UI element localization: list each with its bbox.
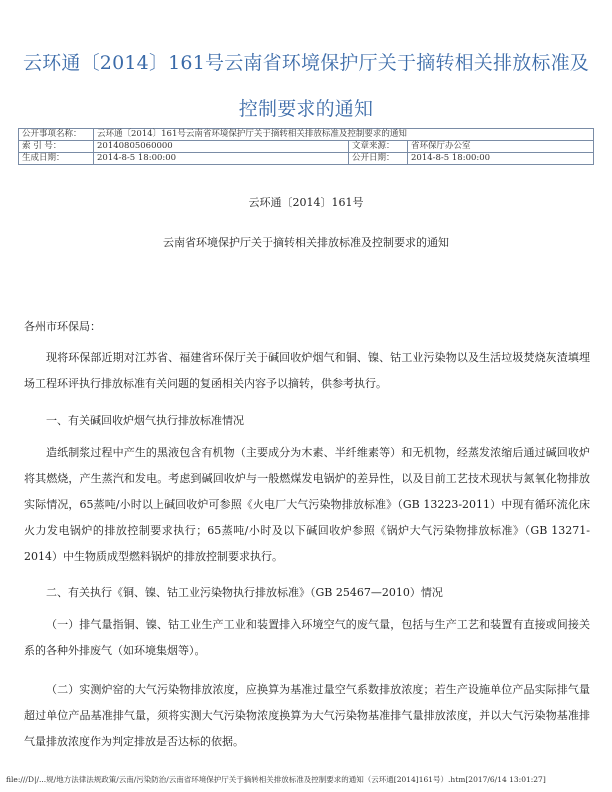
metadata-row-name <box>19 129 594 141</box>
source-label: 文章来源： <box>349 141 408 153</box>
document-number: 云环通〔2014〕161号 <box>248 196 364 209</box>
published-label: 公开日期： <box>349 153 408 165</box>
section-2-item-2: （二）实测炉窑的大气污染物排放浓度，应换算为基准过量空气系数排放浓度；若生产设施单位产品实际排气量超过单位产品基准排气量，须将实测大气污染物浓度换算为大气污染物基准排气量排放浓度，并以大气污染物基准排气量排放浓度作为判定排放是否达标的依据。 <box>24 683 590 748</box>
created-value: 2014-8-5 18:00:00 <box>94 153 349 165</box>
salutation: 各州市环保局： <box>24 320 101 333</box>
source-value: 省环保厅办公室 <box>408 141 594 153</box>
created-label: 生成日期： <box>19 153 94 165</box>
file-path-footer: file:///D|/...规/地方法律法规政策/云南/污染防治/云南省环境保护厅关于摘转相关排放标准及控制要求的通知（云环通[2014]161号）.htm[2017/6/14 13:01:27] <box>6 775 546 784</box>
intro-paragraph: 现将环保部近期对江苏省、福建省环保厅关于碱回收炉烟气和铜、镍、钴工业污染物以及生活垃圾焚烧灰渣填埋场工程环评执行排放标准有关问题的复函相关内容予以摘转，供参考执行。 <box>24 351 590 390</box>
section-2-item-1: （一）排气量指铜、镍、钴工业生产工业和装置排入环境空气的废气量，包括与生产工艺和装置有直接或间接关系的各种外排废气（如环境集烟等）。 <box>24 618 590 657</box>
published-value: 2014-8-5 18:00:00 <box>408 153 594 165</box>
metadata-table <box>18 128 594 165</box>
document-title: 云环通〔2014〕161号云南省环境保护厅关于摘转相关排放标准及控制要求的通知 <box>22 52 590 120</box>
section-1-paragraph: 造纸制浆过程中产生的黑液包含有机物（主要成分为木素、半纤维素等）和无机物，经蒸发浓缩后通过碱回收炉将其燃烧，产生蒸汽和发电。考虑到碱回收炉与一般燃煤发电锅炉的差异性，以及目前工艺技术现状与氮氧化物排放实际情况，65蒸吨/小时以上碱回收炉可参照《火电厂大气污染物排放标准》（GB 13223-2011）中现有循环流化床火力发电锅炉的排放控制要求执行；65蒸吨/小时及以下碱回收炉参照《锅炉大气污染物排放标准》（GB 13271-2014）中生物质成型燃料锅炉的排放控制要求执行。 <box>24 446 590 563</box>
metadata-row-index <box>19 141 594 153</box>
index-label: 索 引 号： <box>19 141 94 153</box>
public-name-label: 公开事项名称： <box>19 129 94 141</box>
section-heading-1: 一、有关碱回收炉烟气执行排放标准情况 <box>46 414 244 427</box>
document-subtitle: 云南省环境保护厅关于摘转相关排放标准及控制要求的通知 <box>163 236 449 249</box>
index-value: 20140805060000 <box>94 141 349 153</box>
section-heading-2: 二、有关执行《铜、镍、钴工业污染物执行排放标准》（GB 25467—2010）情况 <box>46 586 443 599</box>
metadata-row-dates <box>19 153 594 165</box>
public-name-value: 云环通〔2014〕161号云南省环境保护厅关于摘转相关排放标准及控制要求的通知 <box>94 129 594 141</box>
